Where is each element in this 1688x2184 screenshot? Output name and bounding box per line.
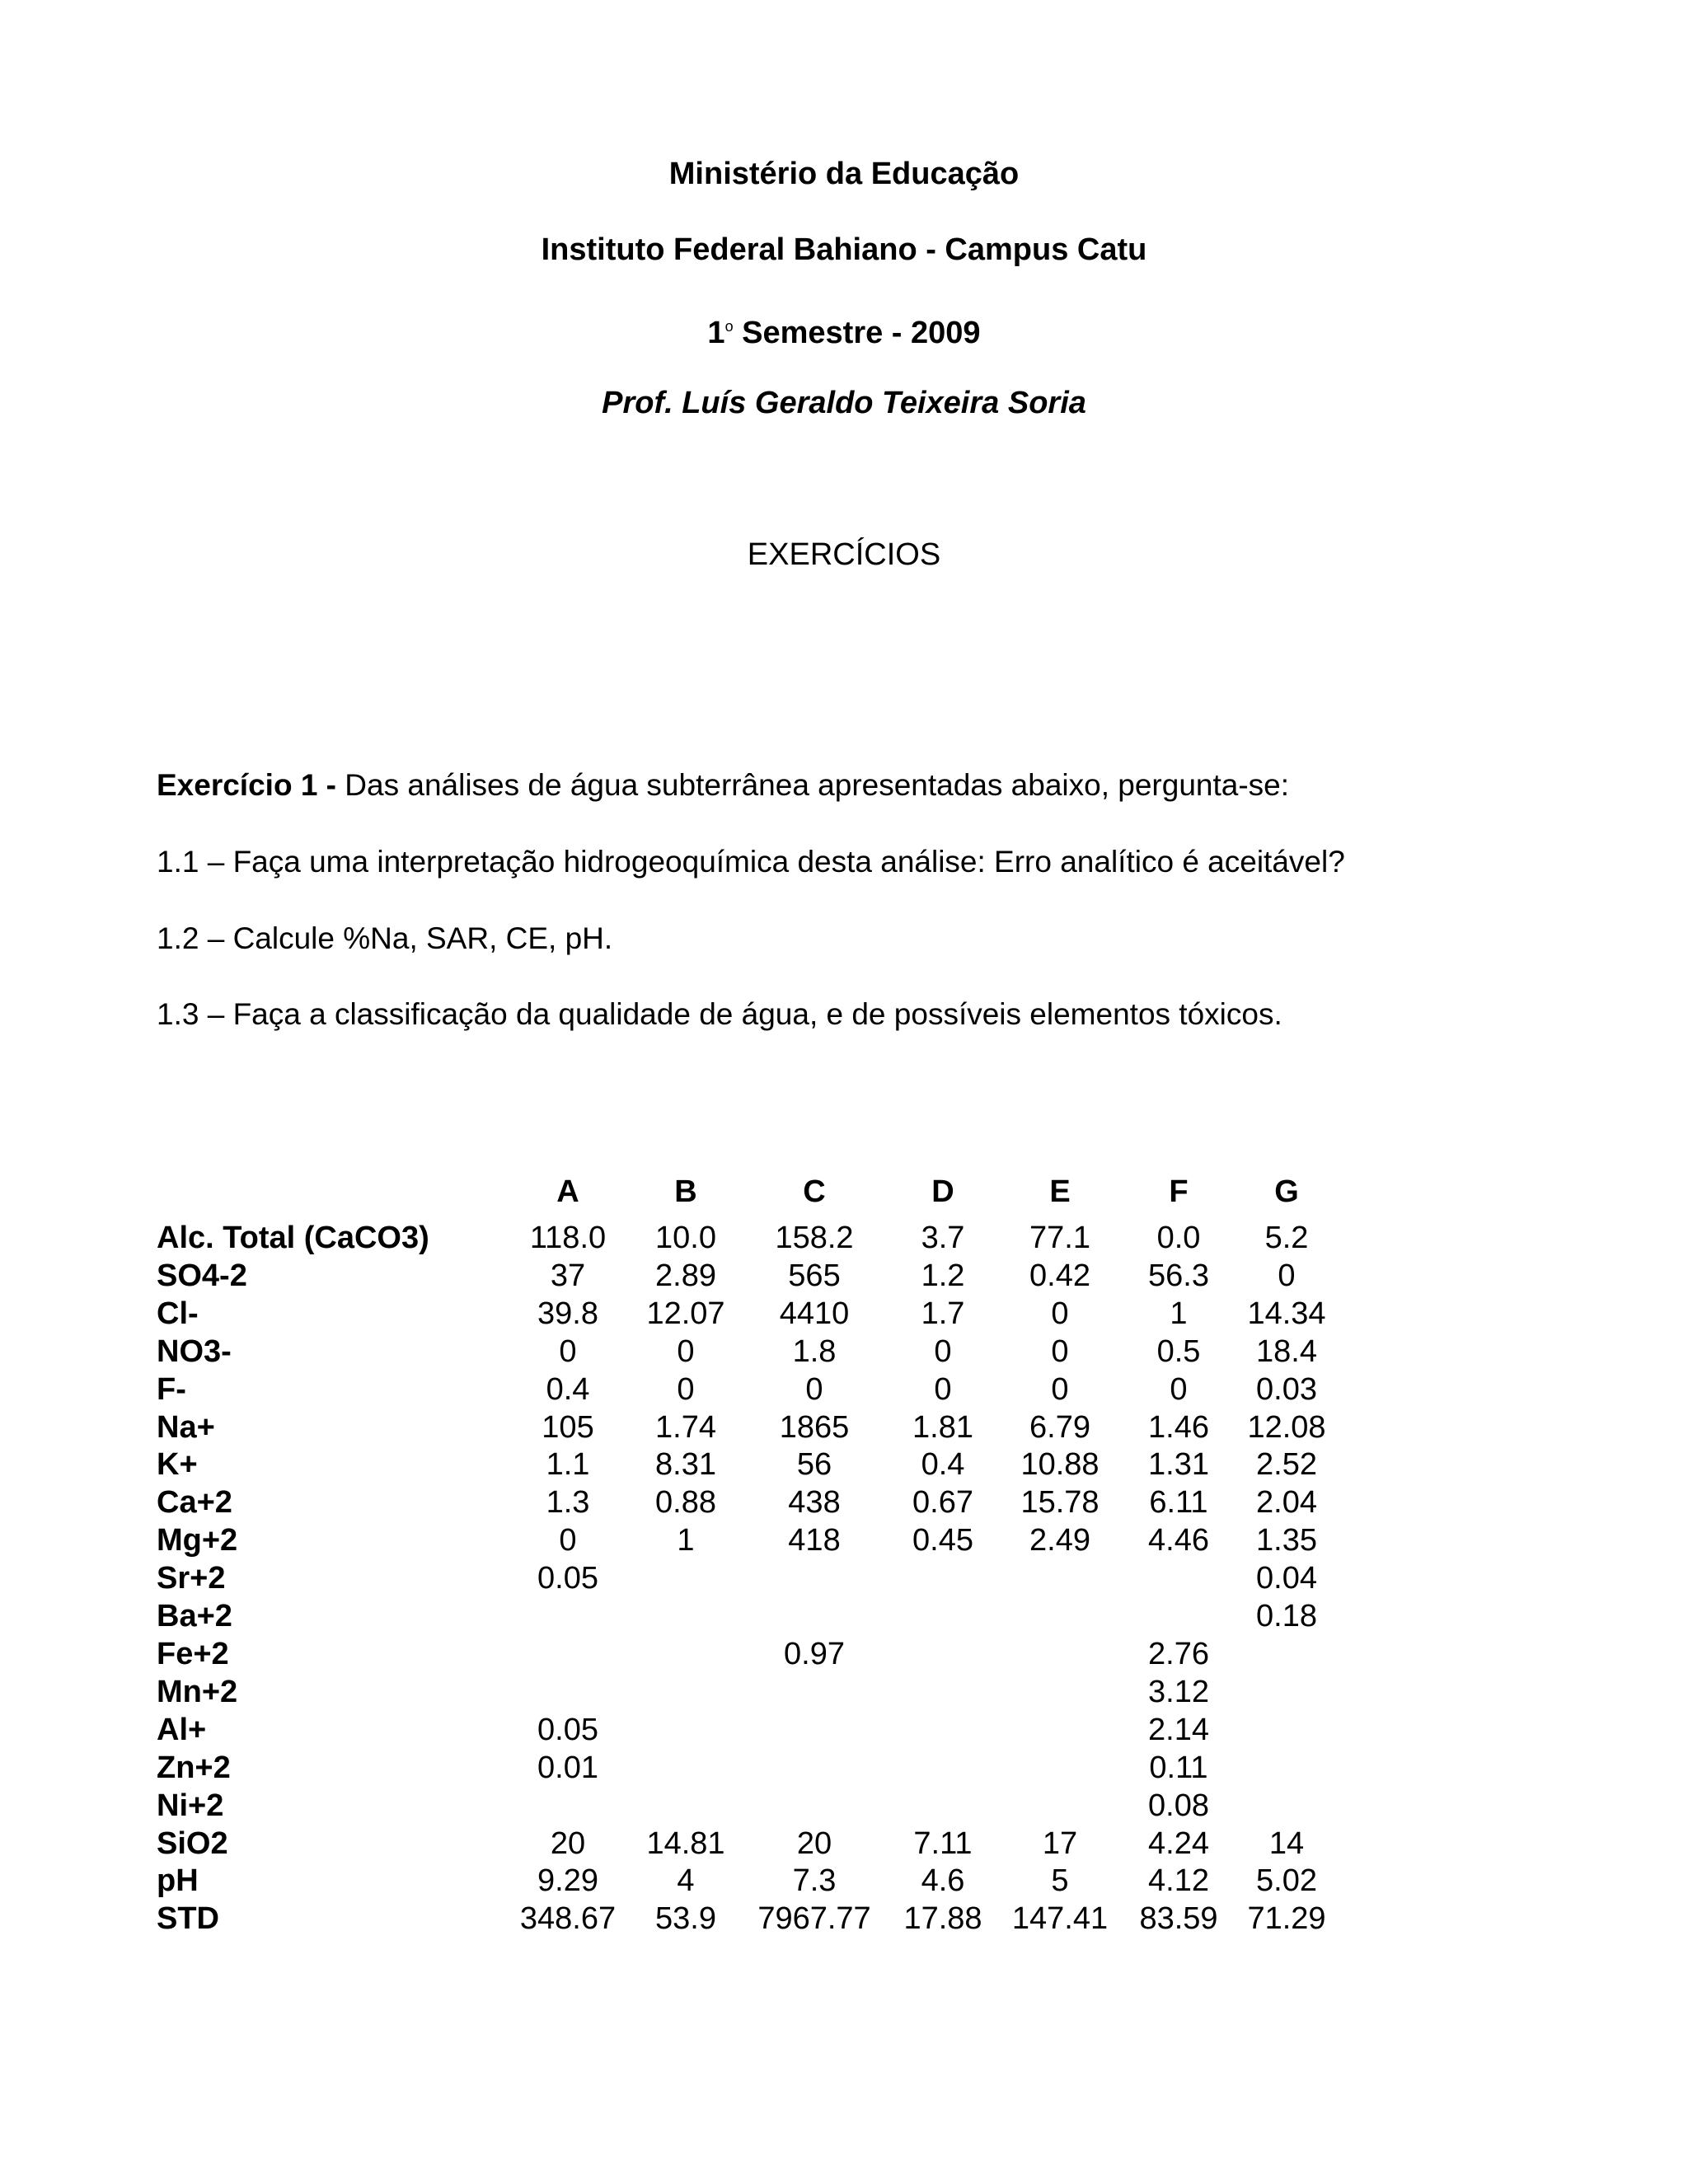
table-cell: 6.79 <box>1029 1409 1090 1445</box>
question-1-1: 1.1 – Faça uma interpretação hidrogeoquímica desta análise: Erro analítico é aceitável? <box>157 845 1345 879</box>
table-cell: 2.89 <box>655 1258 716 1293</box>
table-row <box>157 1296 1335 1333</box>
table-cell: 0 <box>559 1333 577 1369</box>
row-label: SiO2 <box>157 1825 228 1861</box>
column-header: G <box>1274 1174 1299 1209</box>
column-header: A <box>556 1174 579 1209</box>
table-cell: 3.7 <box>921 1221 965 1255</box>
row-label: Na+ <box>157 1409 215 1445</box>
table-cell: 1.8 <box>792 1333 837 1369</box>
table-cell <box>1238 1788 1335 1825</box>
table-cell <box>1001 1712 1119 1750</box>
table-cell: 0.88 <box>655 1485 716 1521</box>
table-cell: 0 <box>1051 1296 1069 1331</box>
ministry-heading: Ministério da Educação <box>668 157 1020 191</box>
table-cell <box>743 1560 885 1598</box>
table-row <box>157 1674 1335 1712</box>
table-cell: 15.78 <box>1020 1485 1100 1521</box>
table-row <box>157 1863 1335 1900</box>
row-label: Mn+2 <box>157 1674 238 1709</box>
table-cell: 105 <box>542 1409 594 1445</box>
table-cell: 0.67 <box>912 1485 973 1521</box>
semester-number: 1 <box>707 316 725 350</box>
table-cell: 18.4 <box>1256 1333 1317 1369</box>
table-header-row <box>157 1164 1335 1220</box>
header-label-cell <box>157 1164 508 1220</box>
semester-heading <box>0 306 1688 354</box>
table-cell: 14.81 <box>646 1825 725 1861</box>
table-cell: 0 <box>677 1371 695 1407</box>
table-row <box>157 1636 1335 1674</box>
row-label: NO3- <box>157 1333 232 1369</box>
table-cell: 83.59 <box>1139 1901 1218 1937</box>
table-cell: 1 <box>1170 1296 1188 1331</box>
table-cell: 71.29 <box>1247 1901 1326 1937</box>
table-cell: 1.1 <box>546 1447 590 1483</box>
table-cell: 0 <box>1051 1333 1069 1369</box>
table-cell: 0.4 <box>546 1371 590 1407</box>
table-cell <box>885 1674 1001 1712</box>
table-row <box>157 1446 1335 1484</box>
table-cell: 0.45 <box>912 1523 973 1558</box>
column-header: B <box>674 1174 697 1209</box>
table-cell: 5.02 <box>1256 1863 1317 1899</box>
table-cell: 5.2 <box>1264 1221 1309 1255</box>
row-label: Fe+2 <box>157 1636 229 1671</box>
table-cell: 565 <box>788 1258 841 1293</box>
table-cell: 17.88 <box>903 1901 982 1937</box>
row-label: F- <box>157 1371 186 1407</box>
table-cell: 17 <box>1042 1825 1078 1861</box>
table-cell <box>1001 1788 1119 1825</box>
table-cell: 5 <box>1051 1863 1069 1899</box>
table-body <box>157 1220 1335 1938</box>
table-cell: 0.42 <box>1029 1258 1090 1293</box>
table-cell: 0.04 <box>1256 1561 1317 1596</box>
table-row <box>157 1598 1335 1636</box>
table-cell <box>628 1788 743 1825</box>
table-cell: 56.3 <box>1148 1258 1209 1293</box>
table-row <box>157 1484 1335 1522</box>
table-cell: 56 <box>796 1447 832 1483</box>
table-cell: 1.81 <box>912 1409 973 1445</box>
table-cell: 20 <box>550 1825 586 1861</box>
table-cell <box>885 1598 1001 1636</box>
table-cell <box>628 1750 743 1788</box>
table-cell: 39.8 <box>537 1296 598 1331</box>
table-cell <box>1119 1560 1238 1598</box>
table-cell <box>1119 1598 1238 1636</box>
table-row <box>157 1560 1335 1598</box>
table-row <box>157 1333 1335 1371</box>
table-cell: 7967.77 <box>757 1901 871 1937</box>
table-cell: 0.05 <box>537 1712 598 1747</box>
table-cell: 2.04 <box>1256 1485 1317 1521</box>
column-header: F <box>1169 1174 1189 1209</box>
table-cell <box>1001 1636 1119 1674</box>
professor-heading: Prof. Luís Geraldo Teixeira Soria <box>602 386 1086 420</box>
table-cell: 12.08 <box>1247 1409 1326 1445</box>
table-cell <box>1238 1674 1335 1712</box>
table-cell: 20 <box>796 1825 832 1861</box>
table-cell <box>885 1636 1001 1674</box>
table-row <box>157 1220 1335 1258</box>
table-cell: 1865 <box>779 1409 850 1445</box>
table-cell: 0.01 <box>537 1750 598 1785</box>
row-label: Ca+2 <box>157 1485 232 1521</box>
table-cell: 1 <box>677 1523 695 1558</box>
table-cell <box>743 1788 885 1825</box>
table-cell: 438 <box>788 1485 841 1521</box>
table-cell: 418 <box>788 1523 841 1558</box>
table-cell: 2.76 <box>1148 1636 1209 1671</box>
table-cell <box>628 1636 743 1674</box>
table-cell <box>885 1712 1001 1750</box>
row-label: SO4-2 <box>157 1258 247 1293</box>
row-label: Cl- <box>157 1296 199 1331</box>
row-label: Ba+2 <box>157 1599 232 1634</box>
table-cell: 0 <box>1278 1258 1296 1293</box>
table-cell <box>508 1598 628 1636</box>
table-cell: 0.11 <box>1149 1750 1208 1785</box>
table-cell <box>1238 1750 1335 1788</box>
table-cell: 7.11 <box>913 1825 973 1861</box>
table-cell: 1.7 <box>921 1296 965 1331</box>
table-cell <box>1001 1674 1119 1712</box>
table-cell: 10.0 <box>655 1221 716 1255</box>
table-cell: 4.24 <box>1148 1825 1209 1861</box>
exercise-intro-text: Das análises de água subterrânea apresentadas abaixo, pergunta-se: <box>336 768 1290 802</box>
table-cell: 4.12 <box>1148 1863 1209 1899</box>
table-cell: 0 <box>1170 1371 1188 1407</box>
table-cell <box>508 1674 628 1712</box>
table-cell: 12.07 <box>646 1296 725 1331</box>
semester-text: Semestre - 2009 <box>733 316 981 350</box>
table-cell <box>743 1712 885 1750</box>
table-cell: 2.14 <box>1148 1712 1209 1747</box>
question-1-2: 1.2 – Calcule %Na, SAR, CE, pH. <box>157 921 613 955</box>
table-cell: 0.05 <box>537 1561 598 1596</box>
table-cell <box>885 1788 1001 1825</box>
table-cell <box>743 1750 885 1788</box>
table-cell <box>508 1636 628 1674</box>
water-analysis-table <box>157 1164 1335 1938</box>
table-cell: 0.18 <box>1256 1599 1317 1634</box>
table-cell: 14 <box>1268 1825 1305 1861</box>
table-row <box>157 1788 1335 1825</box>
table-cell: 4.46 <box>1148 1523 1209 1558</box>
table-cell: 6.11 <box>1149 1485 1208 1521</box>
table-cell <box>1238 1712 1335 1750</box>
table-cell <box>628 1560 743 1598</box>
semester-ordinal: o <box>724 318 734 335</box>
table-cell <box>743 1598 885 1636</box>
table-cell: 9.29 <box>537 1863 598 1899</box>
table-cell <box>628 1598 743 1636</box>
table-cell <box>1238 1636 1335 1674</box>
row-label: Alc. Total (CaCO3) <box>157 1221 429 1255</box>
table-cell: 1.2 <box>921 1258 965 1293</box>
table-cell: 0.08 <box>1148 1788 1209 1823</box>
table-cell <box>1001 1750 1119 1788</box>
table-cell <box>1001 1560 1119 1598</box>
table-cell: 0 <box>1051 1371 1069 1407</box>
column-header: C <box>803 1174 826 1209</box>
table-cell: 1.3 <box>546 1485 590 1521</box>
row-label: Zn+2 <box>157 1750 231 1785</box>
row-label: K+ <box>157 1447 198 1483</box>
table-cell: 0 <box>805 1371 823 1407</box>
table-cell <box>628 1674 743 1712</box>
column-header: D <box>931 1174 954 1209</box>
table-cell: 0 <box>934 1333 952 1369</box>
row-label: Ni+2 <box>157 1788 224 1823</box>
table-cell: 53.9 <box>655 1901 716 1937</box>
table-cell: 8.31 <box>655 1447 716 1483</box>
table-row <box>157 1750 1335 1788</box>
table-cell: 0 <box>677 1333 695 1369</box>
table-row <box>157 1712 1335 1750</box>
table-cell <box>628 1712 743 1750</box>
table-cell: 2.52 <box>1256 1447 1317 1483</box>
table-row <box>157 1258 1335 1296</box>
exercise-title: Exercício 1 - <box>157 768 337 802</box>
table-row <box>157 1409 1335 1447</box>
table-cell: 37 <box>550 1258 586 1293</box>
table-cell <box>1001 1598 1119 1636</box>
table-cell <box>885 1560 1001 1598</box>
table-cell: 77.1 <box>1029 1221 1090 1255</box>
table-cell: 4 <box>677 1863 695 1899</box>
row-label: Sr+2 <box>157 1561 226 1596</box>
table-cell: 147.41 <box>1011 1901 1109 1937</box>
table-cell: 0.03 <box>1256 1371 1317 1407</box>
table-row <box>157 1900 1335 1938</box>
table-cell: 158.2 <box>775 1221 854 1255</box>
institute-heading: Instituto Federal Bahiano - Campus Catu <box>541 232 1147 267</box>
table-cell: 14.34 <box>1247 1296 1326 1331</box>
table-cell: 10.88 <box>1020 1447 1100 1483</box>
table-cell <box>885 1750 1001 1788</box>
table-cell: 4.6 <box>921 1863 965 1899</box>
table-row <box>157 1522 1335 1560</box>
table-cell: 4410 <box>779 1296 850 1331</box>
table-cell: 0.97 <box>784 1636 845 1671</box>
table-cell: 348.67 <box>519 1901 617 1937</box>
table-cell <box>508 1788 628 1825</box>
table-cell: 0.5 <box>1156 1333 1201 1369</box>
table-cell <box>743 1674 885 1712</box>
section-title: EXERCÍCIOS <box>747 537 941 572</box>
table-cell: 1.35 <box>1256 1523 1317 1558</box>
table-cell: 0.4 <box>921 1447 965 1483</box>
exercise-intro <box>157 765 1541 806</box>
row-label: Al+ <box>157 1712 207 1747</box>
table-cell: 1.46 <box>1148 1409 1209 1445</box>
row-label: pH <box>157 1863 199 1899</box>
table-cell: 0.0 <box>1156 1221 1201 1255</box>
column-header: E <box>1049 1174 1071 1209</box>
table-cell: 0 <box>559 1523 577 1558</box>
row-label: Mg+2 <box>157 1523 238 1558</box>
question-1-3: 1.3 – Faça a classificação da qualidade de água, e de possíveis elementos tóxicos. <box>157 997 1282 1031</box>
table-cell: 1.31 <box>1148 1447 1209 1483</box>
row-label: STD <box>157 1901 219 1937</box>
table-row <box>157 1371 1335 1409</box>
table-cell: 3.12 <box>1148 1674 1209 1709</box>
table-cell: 118.0 <box>529 1221 607 1255</box>
table-cell: 7.3 <box>792 1863 837 1899</box>
table-cell: 1.74 <box>655 1409 716 1445</box>
table-cell: 2.49 <box>1029 1523 1090 1558</box>
table-row <box>157 1825 1335 1863</box>
table-cell: 0 <box>934 1371 952 1407</box>
